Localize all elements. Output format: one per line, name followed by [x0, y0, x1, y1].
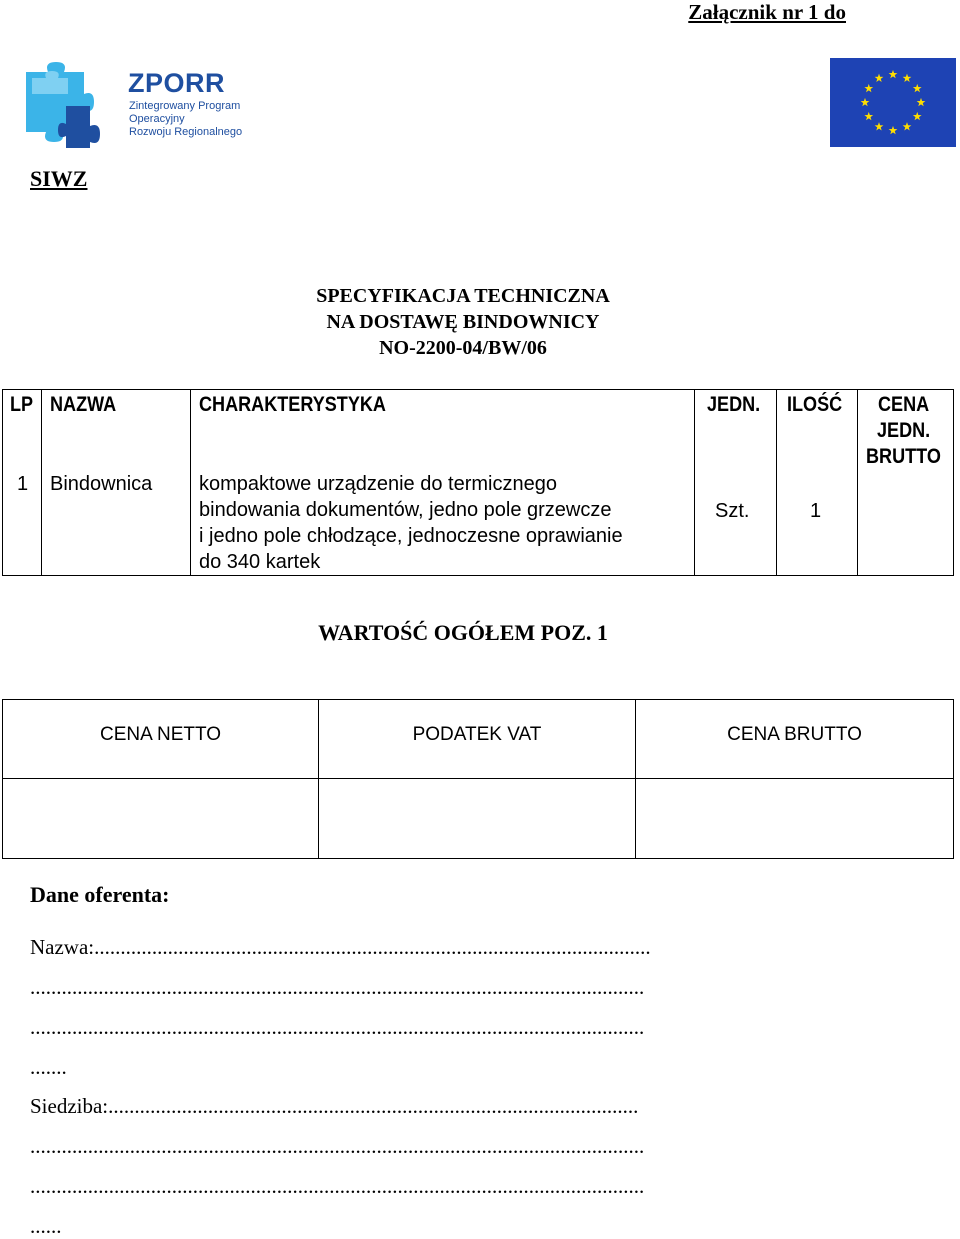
bidder-heading: Dane oferenta: — [30, 882, 170, 907]
header-nazwa: NAZWA — [50, 393, 117, 416]
zporr-logo — [22, 62, 243, 150]
title-line-3: NO-2200-04/BW/06 — [379, 337, 547, 359]
header-jedn: JEDN. — [707, 393, 761, 416]
header-charakterystyka: CHARAKTERYSTYKA — [199, 393, 386, 416]
cena-brutto-field[interactable] — [636, 779, 953, 858]
row-char-1: kompaktowe urządzenie do termicznego — [199, 473, 557, 495]
bidder-seat-line-2[interactable]: ..................................................................................................................... — [30, 1134, 645, 1158]
zporr-line3: Rozwoju Regionalnego — [129, 126, 243, 138]
podatek-vat-field[interactable] — [319, 779, 635, 858]
col-divider — [190, 390, 191, 575]
col-divider — [41, 390, 42, 575]
row-lp: 1 — [17, 473, 29, 495]
zporr-line1: Zintegrowany Program — [129, 100, 241, 112]
bidder-seat-line[interactable]: Siedziba:..................................................................................................... — [30, 1094, 639, 1118]
bidder-name-line-3[interactable]: ..................................................................................................................... — [30, 1015, 645, 1039]
spec-table — [2, 389, 954, 576]
bidder-name-line-2[interactable]: ..................................................................................................................... — [30, 975, 645, 999]
header-cena-3: BRUTTO — [866, 445, 941, 468]
header-ilosc: ILOŚĆ — [787, 393, 843, 416]
title-line-1: SPECYFIKACJA TECHNICZNA — [316, 285, 610, 307]
zporr-line2: Operacyjny — [129, 113, 185, 125]
puzzle-icon — [22, 62, 108, 148]
row-jedn: Szt. — [715, 500, 750, 522]
header-lp: LP — [10, 393, 34, 416]
header-cena-1: CENA — [878, 393, 930, 416]
total-title: WARTOŚĆ OGÓŁEM POZ. 1 — [318, 620, 608, 645]
row-ilosc: 1 — [810, 500, 822, 522]
siwz-label: SIWZ — [30, 166, 88, 191]
row-char-3: i jedno pole chłodzące, jednoczesne oprawianie — [199, 525, 623, 547]
row-char-2: bindowania dokumentów, jedno pole grzewcze — [199, 499, 612, 521]
header-podatek-vat: PODATEK VAT — [412, 724, 542, 745]
bidder-seat-line-3[interactable]: ..................................................................................................................... — [30, 1174, 645, 1198]
bidder-seat-line-4[interactable]: ...... — [30, 1214, 62, 1238]
header-cena-brutto: CENA BRUTTO — [727, 724, 862, 745]
row-char-4: do 340 kartek — [199, 551, 321, 573]
header-cena-netto: CENA NETTO — [99, 724, 222, 745]
col-divider — [694, 390, 695, 575]
cena-netto-field[interactable] — [3, 779, 318, 858]
zporr-name: ZPORR — [128, 68, 225, 98]
price-table — [2, 699, 954, 859]
eu-flag — [830, 58, 956, 147]
bidder-name-line[interactable]: Nazwa:.......................................................................................................... — [30, 935, 651, 959]
annex-label: Załącznik nr 1 do — [688, 0, 846, 24]
bidder-name-line-4[interactable]: ....... — [30, 1055, 67, 1079]
col-divider — [857, 390, 858, 575]
row-nazwa: Bindownica — [50, 473, 153, 495]
col-divider — [776, 390, 777, 575]
header-cena-2: JEDN. — [877, 419, 931, 442]
title-line-2: NA DOSTAWĘ BINDOWNICY — [326, 311, 600, 333]
